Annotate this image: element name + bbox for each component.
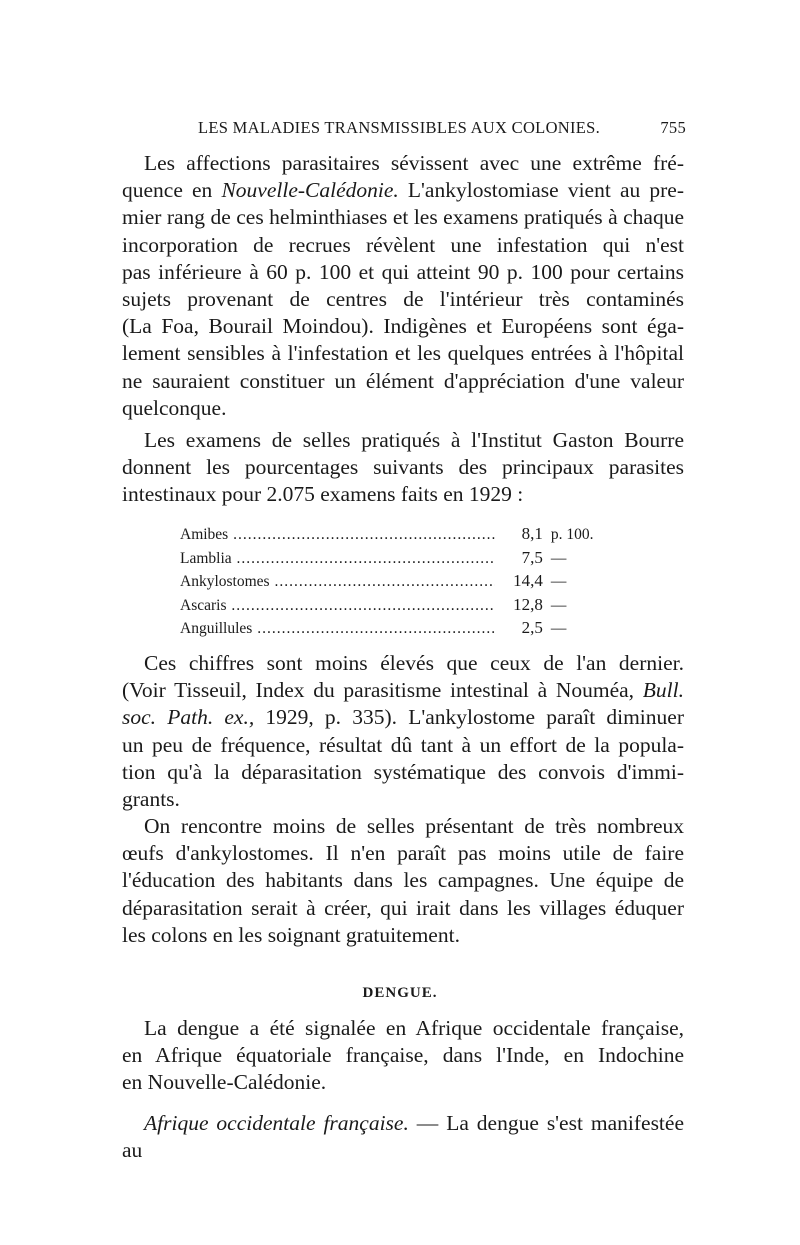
text-line: quence en Nouvelle-Calédonie. L'ankylostomiase vient au pre- (122, 178, 684, 203)
text-line: sujets provenant de centres de l'intérieur très contaminés (122, 287, 684, 312)
text-line: pas inférieure à 60 p. 100 et qui atteint 90 p. 100 pour certains (122, 259, 684, 284)
text-line: grants. (122, 787, 180, 812)
text-line: (Voir Tisseuil, Index du parasitisme intestinal à Nouméa, Bull. (122, 678, 684, 703)
text-line: soc. Path. ex., 1929, p. 335). L'ankylostome paraît diminuer (122, 705, 684, 730)
paragraph-chiffres (122, 650, 684, 813)
text-line: les colons en les soignant gratuitement. (122, 922, 460, 947)
table-row (180, 594, 650, 618)
text-line: intestinaux pour 2.075 examens faits en 1929 : (122, 482, 524, 507)
paragraph-dengue (122, 1015, 684, 1097)
text-line: en Afrique équatoriale française, dans l'Inde, en Indochine (122, 1043, 684, 1068)
paragraph-rencontre (122, 813, 684, 949)
paragraph-afrique (122, 1110, 684, 1164)
parasite-name: Ascaris ..... (180, 595, 495, 618)
text-line: Afrique occidentale française. — La dengue s'est manifestée au (122, 1111, 684, 1163)
parasite-value: 14,4 (513, 571, 543, 590)
text-line: lement sensibles à l'infestation et les quelques entrées à l'hôpital (122, 341, 684, 366)
section-heading: DENGUE. (362, 985, 438, 1001)
table-row (180, 523, 650, 547)
parasite-name: Amibes ..... (180, 524, 495, 547)
paragraph-ankylostomiase (122, 150, 684, 422)
italic-subheading: Afrique occidentale française. (144, 1111, 409, 1135)
text-line: donnent les pourcentages suivants des principaux parasites (122, 455, 684, 480)
text-line: un peu de fréquence, résultat dû tant à un effort de la popula- (122, 732, 684, 757)
parasite-value: 8,1 (521, 524, 543, 543)
text-line: incorporation de recrues révèlent une infestation qui n'est (122, 232, 684, 257)
parasite-value: 12,8 (513, 594, 543, 614)
text-line: quelconque. (122, 395, 227, 420)
text-line: La dengue a été signalée en Afrique occidentale française, (144, 1016, 684, 1040)
text-line: ne sauraient constituer un élément d'appréciation d'une valeur (122, 368, 684, 393)
text-line: Les affections parasitaires sévissent avec une extrême fré- (144, 151, 684, 175)
parasite-value: 7,5 (521, 547, 543, 567)
parasite-unit: — (550, 549, 567, 567)
text-line: tion qu'à la déparasitation systématique des convois d'immi- (122, 759, 684, 784)
running-title: LES MALADIES TRANSMISSIBLES AUX COLONIES. (198, 118, 601, 137)
text-line: On rencontre moins de selles présentant de très nombreux (144, 814, 684, 838)
italic-citation: soc. Path. ex., (122, 705, 255, 730)
parasite-unit: — (550, 596, 567, 614)
text-line: en Nouvelle-Calédonie. (122, 1070, 327, 1095)
text-line: Ces chiffres sont moins élevés que ceux de l'an dernier. (144, 651, 684, 675)
parasite-unit: p. 100. (550, 526, 594, 543)
text-line: Les examens de selles pratiqués à l'Institut Gaston Bourre (144, 428, 684, 452)
parasite-unit: — (550, 573, 567, 590)
parasite-name: Anguillules ..... (180, 618, 495, 641)
parasite-table (180, 523, 650, 641)
parasite-unit: — (550, 620, 567, 637)
text-line: l'éducation des habitants dans les campagnes. Une équipe de (122, 868, 684, 893)
parasite-value: 2,5 (521, 618, 543, 637)
table-row (180, 570, 650, 594)
parasite-name: Lamblia ..... (180, 548, 495, 571)
text-line: (La Foa, Bourail Moindou). Indigènes et Européens sont éga- (122, 314, 684, 339)
text-line: œufs d'ankylostomes. Il n'en paraît pas moins utile de faire (122, 841, 684, 866)
paragraph-examens (122, 427, 684, 509)
italic-citation: Bull. (642, 678, 684, 703)
italic-place-name: Nouvelle-Calédonie. (221, 178, 399, 203)
running-header (198, 118, 686, 138)
text-line: déparasitation serait à créer, qui irait dans les villages éduquer (122, 895, 684, 920)
parasite-name: Ankylostomes ..... (180, 571, 495, 594)
table-row (180, 617, 650, 641)
table-row (180, 547, 650, 571)
text-line: mier rang de ces helminthiases et les examens pratiqués à chaque (122, 205, 684, 230)
page-number: 755 (660, 118, 686, 137)
